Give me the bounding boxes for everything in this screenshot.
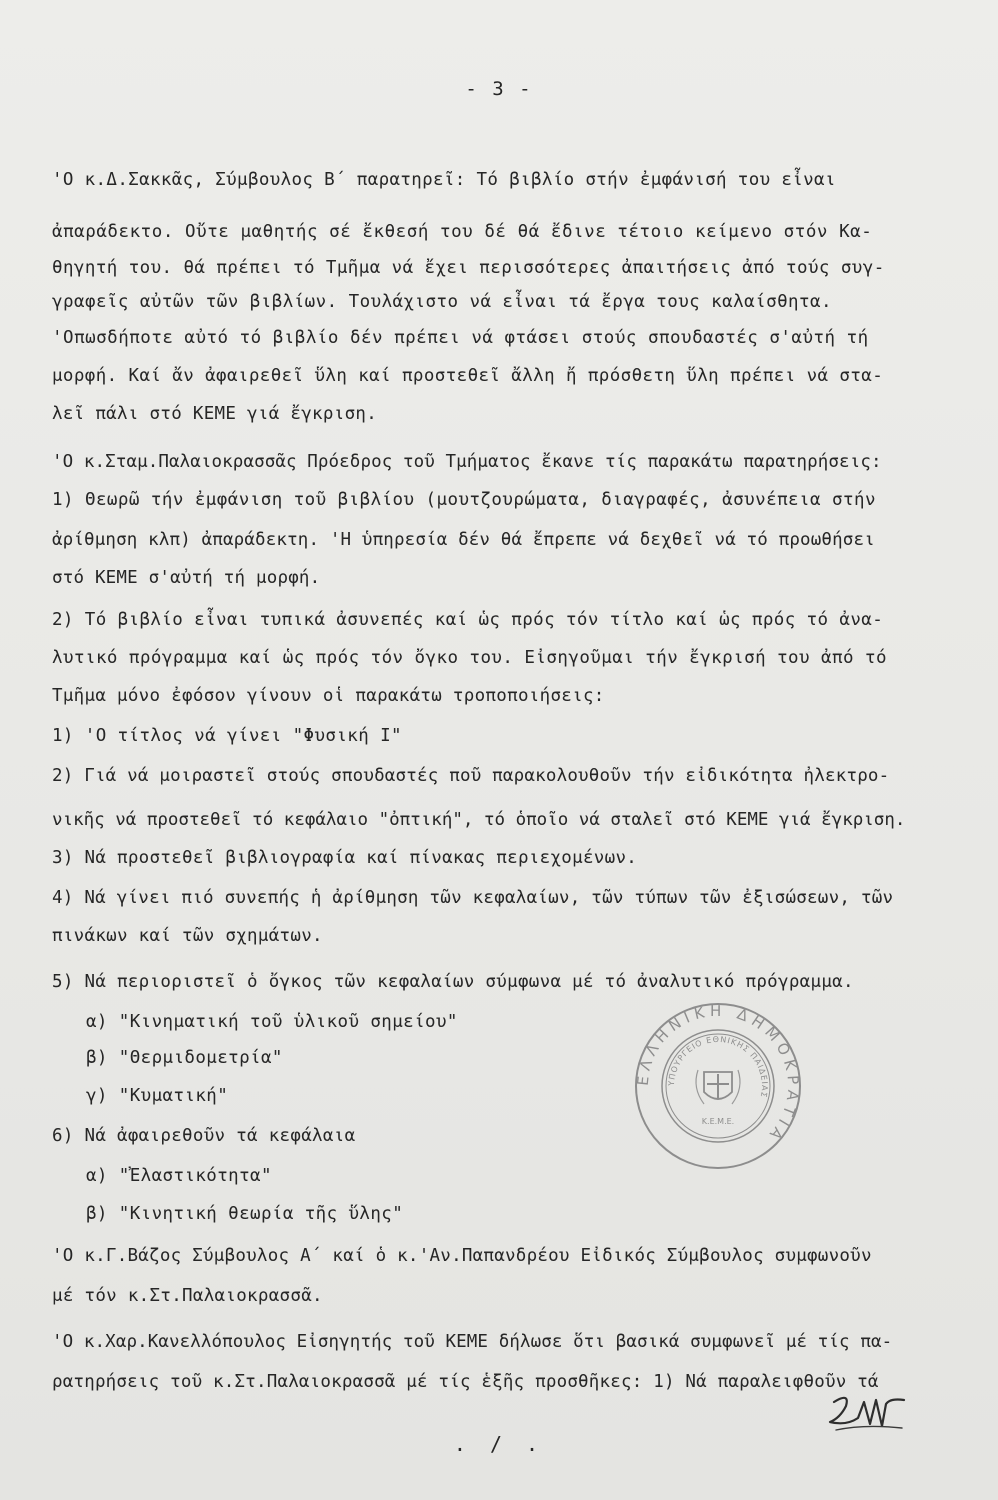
text-line: 'Ο κ.Σταμ.Παλαιοκρασσᾶς Πρόεδρος τοῦ Τμήματος ἔκανε τίς παρακάτω παρατηρήσεις: xyxy=(52,452,882,472)
text-line: 2) Τό βιβλίο εἶναι τυπικά ἀσυνεπές καί ὡς πρός τόν τίτλο καί ὡς πρός τό ἀνα- xyxy=(52,610,884,630)
text-line: 'Ο κ.Δ.Σακκᾶς, Σύμβουλος Β΄ παρατηρεῖ: Τό βιβλίο στήν ἐμφάνισή του εἶναι xyxy=(52,170,836,190)
page-number: - 3 - xyxy=(465,78,533,100)
text-line: μέ τόν κ.Στ.Παλαιοκρασσᾶ. xyxy=(52,1286,323,1306)
text-line: νικῆς νά προστεθεῖ τό κεφάλαιο "ὀπτική", τό ὁποῖο νά σταλεῖ στό ΚΕΜΕ γιά ἔγκριση. xyxy=(52,810,906,830)
page-continuation: . / . xyxy=(453,1432,545,1456)
official-stamp xyxy=(632,1000,804,1172)
text-line: 1) 'Ο τίτλος νά γίνει "Φυσική Ι" xyxy=(52,726,402,746)
text-line: Τμῆμα μόνο ἐφόσον γίνουν οἱ παρακάτω τροποποιήσεις: xyxy=(52,686,605,706)
stamp-inner-text: ΥΠΟΥΡΓΕΙΟ ΕΘΝΙΚΗΣ ΠΑΙΔΕΙΑΣ xyxy=(666,1034,770,1099)
text-line: 3) Νά προστεθεῖ βιβλιογραφία καί πίνακας περιεχομένων. xyxy=(52,848,638,868)
coat-of-arms-icon xyxy=(696,1070,740,1104)
text-line: 2) Γιά νά μοιραστεῖ στούς σπουδαστές ποῦ παρακολουθοῦν τήν εἰδικότητα ἠλεκτρο- xyxy=(52,766,890,786)
text-line: 'Οπωσδήποτε αὐτό τό βιβλίο δέν πρέπει νά φτάσει στούς σπουδαστές σ'αὐτή τή xyxy=(52,328,869,348)
text-line: β) "Κινητική θεωρία τῆς ὕλης" xyxy=(86,1204,404,1224)
text-line: στό ΚΕΜΕ σ'αὐτή τή μορφή. xyxy=(52,568,321,588)
text-line: γ) "Κυματική" xyxy=(86,1086,229,1106)
text-line: γραφεῖς αὐτῶν τῶν βιβλίων. Τουλάχιστο νά εἶναι τά ἔργα τους καλαίσθητα. xyxy=(52,292,832,312)
text-line: θηγητή του. θά πρέπει τό Τμῆμα νά ἔχει περισσότερες ἀπαιτήσεις ἀπό τούς συγ- xyxy=(52,258,885,278)
text-line: ἀπαράδεκτο. Οὔτε μαθητής σέ ἔκθεσή του δέ θά ἔδινε τέτοιο κείμενο στόν Κα- xyxy=(52,222,873,242)
stamp-center-text: Κ.Ε.Μ.Ε. xyxy=(701,1117,735,1126)
stamp-outer-text: ΕΛΛΗΝΙΚΗ ΔΗΜΟΚΡΑΤΙΑ xyxy=(633,1001,803,1147)
text-line: λυτικό πρόγραμμα καί ὡς πρός τόν ὄγκο του. Εἰσηγοῦμαι τήν ἔγκρισή του ἀπό τό xyxy=(52,648,887,668)
text-line: 1) Θεωρῶ τήν ἐμφάνιση τοῦ βιβλίου (μουτζουρώματα, διαγραφές, ἀσυνέπεια στήν xyxy=(52,490,876,510)
text-line: 'Ο κ.Χαρ.Κανελλόπουλος Εἰσηγητής τοῦ ΚΕΜΕ δήλωσε ὅτι βασικά συμφωνεῖ μέ τίς πα- xyxy=(52,1332,893,1352)
text-line: 6) Νά ἀφαιρεθοῦν τά κεφάλαια xyxy=(52,1126,356,1146)
text-line: 5) Νά περιοριστεῖ ὁ ὄγκος τῶν κεφαλαίων σύμφωνα μέ τό ἀναλυτικό πρόγραμμα. xyxy=(52,972,854,992)
text-line: 4) Νά γίνει πιό συνεπής ἡ ἀρίθμηση τῶν κεφαλαίων, τῶν τύπων τῶν ἐξισώσεων, τῶν xyxy=(52,888,894,908)
text-line: ἀρίθμηση κλπ) ἀπαράδεκτη. 'Η ὑπηρεσία δέν θά ἔπρεπε νά δεχθεῖ νά τό προωθήσει xyxy=(52,530,875,550)
text-line: λεῖ πάλι στό ΚΕΜΕ γιά ἔγκριση. xyxy=(52,404,378,424)
text-line: πινάκων καί τῶν σχημάτων. xyxy=(52,926,323,946)
text-line: ρατηρήσεις τοῦ κ.Στ.Παλαιοκρασσᾶ μέ τίς ἑξῆς προσθῆκες: 1) Νά παραλειφθοῦν τά xyxy=(52,1372,879,1392)
text-line: 'Ο κ.Γ.Βάζος Σύμβουλος Α΄ καί ὁ κ.'Αν.Παπανδρέου Εἰδικός Σύμβουλος συμφωνοῦν xyxy=(52,1246,872,1266)
text-line: β) "Θερμιδομετρία" xyxy=(86,1048,283,1068)
text-line: μορφή. Καί ἄν ἀφαιρεθεῖ ὕλη καί προστεθεῖ ἄλλη ἤ πρόσθετη ὕλη πρέπει νά στα- xyxy=(52,366,884,386)
text-line: α) "Ἐλαστικότητα" xyxy=(86,1166,272,1186)
text-line: α) "Κινηματική τοῦ ὑλικοῦ σημείου" xyxy=(86,1012,458,1032)
